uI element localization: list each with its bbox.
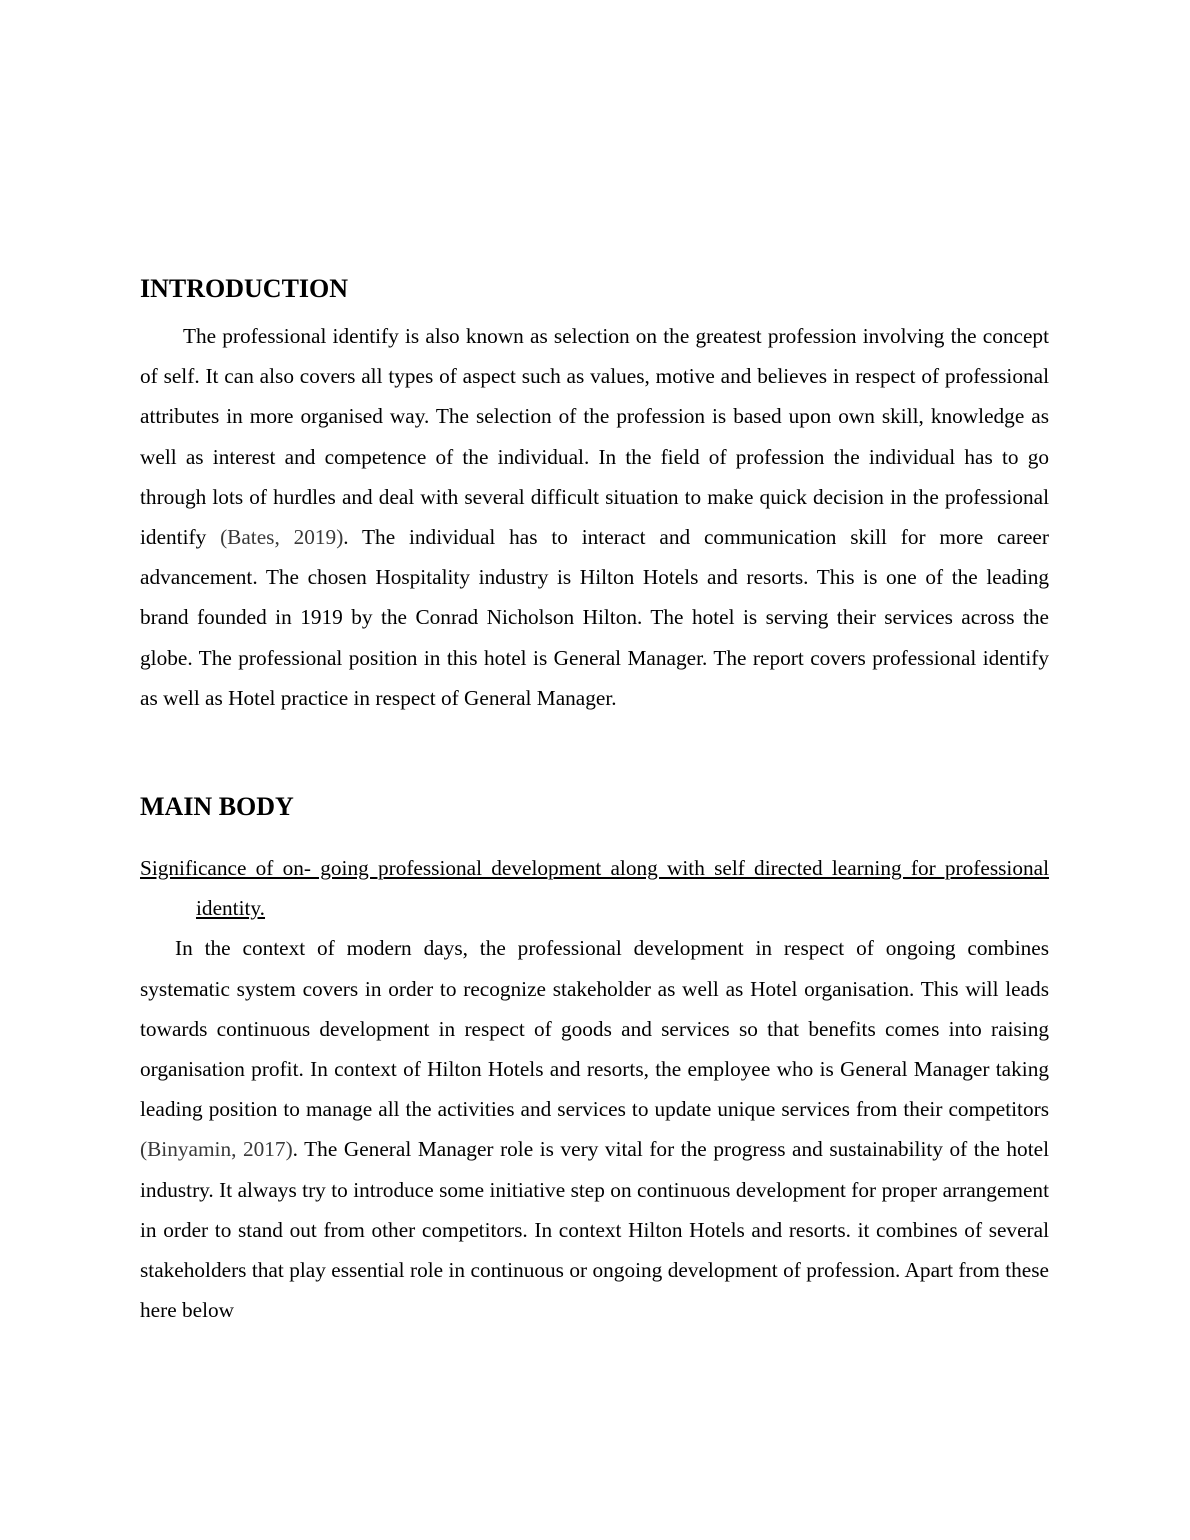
introduction-text-part-2: . The individual has to interact and communication skill for more career advancement. The chosen Hospitality industry is Hilton Hotels and resorts. This is one of the leading brand founded in 1919 by the Conrad Nicholson Hilton. The hotel is serving their services across the globe. The professional position in this hotel is General Manager. The report covers professional identify as well as Hotel practice in respect of General Manager. <box>140 525 1049 710</box>
main-body-text-part-1: In the context of modern days, the professional development in respect of ongoing combines systematic system covers in order to recognize stakeholder as well as Hotel organisation. This will leads towards continuous development in respect of goods and services so that benefits comes into raising organisation profit. In context of Hilton Hotels and resorts, the employee who is General Manager taking leading position to manage all the activities and services to update unique services from their competitors <box>140 936 1049 1122</box>
main-body-paragraph <box>140 928 1049 1330</box>
introduction-heading: INTRODUCTION <box>140 274 349 303</box>
section-subheading: Significance of on- going professional development along with self directed learning for professional identity. <box>140 856 1049 921</box>
citation-binyamin: (Binyamin, 2017) <box>140 1137 293 1162</box>
introduction-text-part-1: The professional identify is also known as selection on the greatest profession involving the concept of self. It can also covers all types of aspect such as values, motive and believes in respect of professional attributes in more organised way. The selection of the profession is based upon own skill, knowledge as well as interest and competence of the individual. In the field of profession the individual has to go through lots of hurdles and deal with several difficult situation to make quick decision in the professional identify <box>140 324 1049 550</box>
introduction-paragraph <box>140 316 1049 718</box>
citation-bates: (Bates, 2019) <box>220 525 344 550</box>
main-body-heading: MAIN BODY <box>140 792 294 822</box>
main-body-text-part-2: . The General Manager role is very vital for the progress and sustainability of the hotel industry. It always try to introduce some initiative step on continuous development for proper arrangement in order to stand out from other competitors. In context Hilton Hotels and resorts. it combines of several stakeholders that play essential role in continuous or ongoing development of profession. Apart from these here below <box>140 1137 1049 1323</box>
document-page <box>140 272 1049 1330</box>
